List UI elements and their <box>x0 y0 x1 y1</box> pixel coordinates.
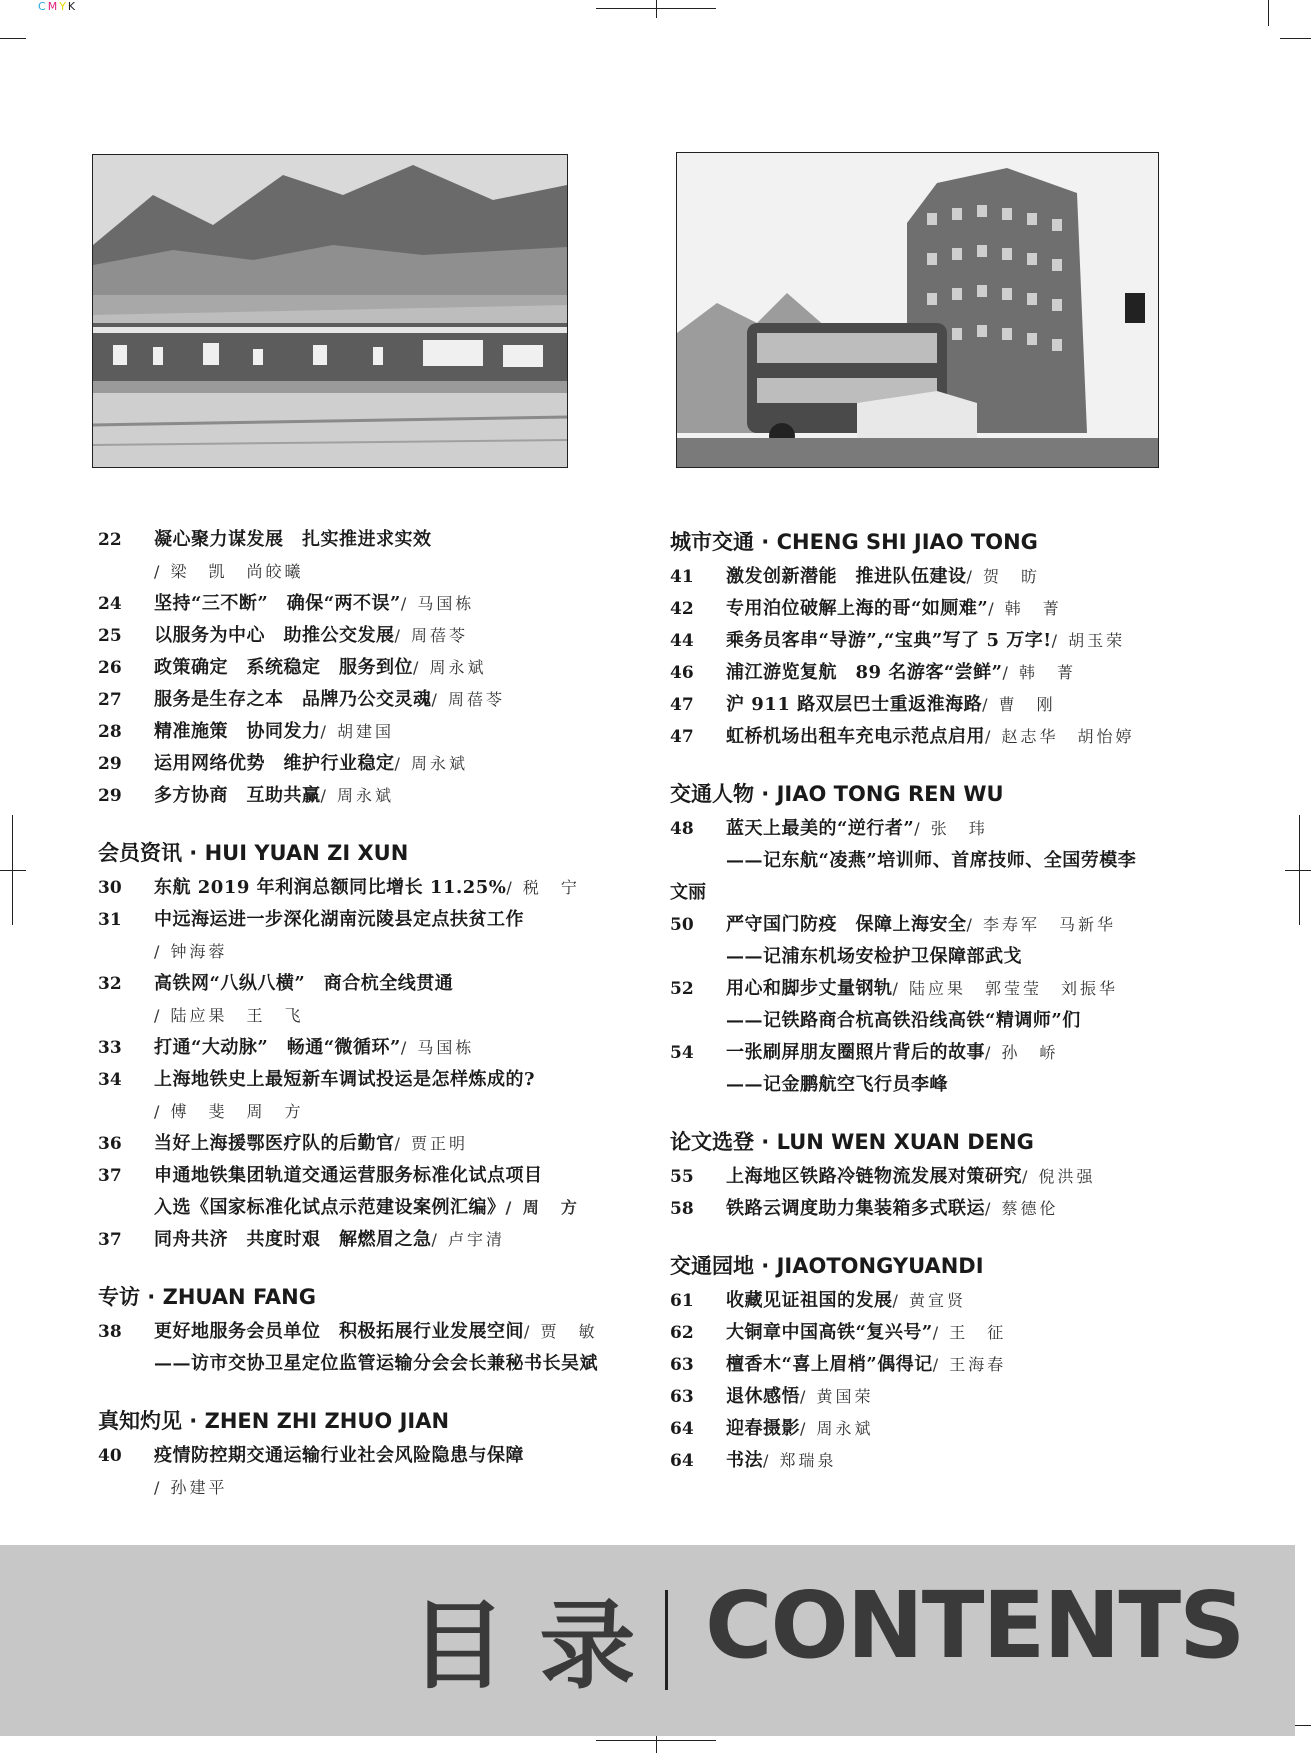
toc-entry[interactable]: 36 当好上海援鄂医疗队的后勤官/ 贾正明 <box>98 1133 468 1154</box>
section-title: 交通园地 · JIAOTONGYUANDI <box>670 1254 984 1278</box>
toc-section-member-news <box>98 838 628 1256</box>
toc-entry[interactable]: 22 凝心聚力谋发展 扎实推进求实效 / 梁 凯 尚皎曦 <box>98 529 432 581</box>
toc-entry[interactable]: 42 专用泊位破解上海的哥“如厕难”/ 韩 菁 <box>670 598 1062 619</box>
toc-section-leaders <box>98 524 628 812</box>
banner-divider <box>665 1590 668 1690</box>
toc-section-interview <box>98 1282 628 1380</box>
toc-entry[interactable]: 25 以服务为中心 助推公交发展/ 周蓓苓 <box>98 625 468 646</box>
toc-entry[interactable]: 26 政策确定 系统稳定 服务到位/ 周永斌 <box>98 657 487 678</box>
toc-entry[interactable]: 55 上海地区铁路冷链物流发展对策研究/ 倪洪强 <box>670 1166 1096 1187</box>
toc-entry[interactable]: 54 一张刷屏朋友圈照片背后的故事/ 孙 峤 ——记金鹏航空飞行员李峰 <box>670 1042 1059 1095</box>
toc-section-papers <box>670 1127 1190 1225</box>
toc-entry[interactable]: 29 运用网络优势 维护行业稳定/ 周永斌 <box>98 753 468 774</box>
toc-section-urban-transport <box>670 527 1190 753</box>
toc-entry[interactable]: 61 收藏见证祖国的发展/ 黄宣贤 <box>670 1290 966 1311</box>
section-title: 城市交通 · CHENG SHI JIAO TONG <box>670 530 1038 554</box>
toc-entry[interactable]: 63 檀香木“喜上眉梢”偶得记/ 王海春 <box>670 1354 1007 1375</box>
toc-entry[interactable]: 64 迎春摄影/ 周永斌 <box>670 1418 874 1439</box>
banner-title-en: CONTENTS <box>705 1572 1244 1679</box>
toc-entry[interactable]: 33 打通“大动脉” 畅通“微循环”/ 马国栋 <box>98 1037 475 1058</box>
section-title: 真知灼见 · ZHEN ZHI ZHUO JIAN <box>98 1409 450 1433</box>
toc-entry[interactable]: 38 更好地服务会员单位 积极拓展行业发展空间/ 贾 敏 ——访市交协卫星定位监管运输分会会长兼秘书长吴斌 <box>98 1321 598 1374</box>
toc-entry[interactable]: 52 用心和脚步丈量钢轨/ 陆应果 郭莹莹 刘振华 ——记铁路商合杭高铁沿线高铁“精调师”们 <box>670 978 1118 1031</box>
toc-section-people <box>670 779 1190 1101</box>
toc-entry[interactable]: 44 乘务员客串“导游”,“宝典”写了 5 万字!/ 胡玉荣 <box>670 630 1126 651</box>
toc-entry[interactable]: 24 坚持“三不断” 确保“两不误”/ 马国栋 <box>98 593 475 614</box>
toc-entry[interactable]: 48 蓝天上最美的“逆行者”/ 张 玮 ——记东航“凌燕”培训师、首席技师、全国劳模李 文丽 <box>670 818 1137 903</box>
toc-entry[interactable]: 47 虹桥机场出租车充电示范点启用/ 赵志华 胡怡婷 <box>670 726 1135 747</box>
toc-entry[interactable]: 28 精准施策 协同发力/ 胡建国 <box>98 721 394 742</box>
toc-entry[interactable]: 37 申通地铁集团轨道交通运营服务标准化试点项目 入选《国家标准化试点示范建设案例汇编》/ 周 方 <box>98 1165 580 1218</box>
photo-railway-construction <box>92 154 568 468</box>
toc-entry[interactable]: 58 铁路云调度助力集装箱多式联运/ 蔡德伦 <box>670 1198 1059 1219</box>
section-title: 交通人物 · JIAO TONG REN WU <box>670 782 1004 806</box>
photo-double-decker-bus <box>676 152 1159 468</box>
toc-entry[interactable]: 46 浦江游览复航 89 名游客“尝鲜”/ 韩 菁 <box>670 662 1077 683</box>
section-title: 会员资讯 · HUI YUAN ZI XUN <box>98 841 409 865</box>
section-title: 论文选登 · LUN WEN XUAN DENG <box>670 1130 1034 1154</box>
toc-entry[interactable]: 32 高铁网“八纵八横” 商合杭全线贯通 / 陆应果 王 飞 <box>98 973 454 1025</box>
toc-entry[interactable]: 29 多方协商 互助共赢/ 周永斌 <box>98 785 394 806</box>
toc-entry[interactable]: 34 上海地铁史上最短新车调试投运是怎样炼成的? / 傅 斐 周 方 <box>98 1069 536 1121</box>
toc-entry[interactable]: 30 东航 2019 年利润总额同比增长 11.25%/ 税 宁 <box>98 877 580 898</box>
toc-section-garden <box>670 1251 1190 1477</box>
toc-left-column <box>98 524 628 1530</box>
toc-entry[interactable]: 47 沪 911 路双层巴士重返淮海路/ 曹 刚 <box>670 694 1056 715</box>
toc-entry[interactable]: 63 退休感悟/ 黄国荣 <box>670 1386 874 1407</box>
toc-entry[interactable]: 64 书法/ 郑瑞泉 <box>670 1450 837 1471</box>
toc-entry[interactable]: 50 严守国门防疫 保障上海安全/ 李寿军 马新华 ——记浦东机场安检护卫保障部武戈 <box>670 914 1116 967</box>
toc-entry[interactable]: 62 大铜章中国高铁“复兴号”/ 王 征 <box>670 1322 1007 1343</box>
cmyk-color-bar: CMYK <box>38 0 78 13</box>
toc-entry[interactable]: 40 疫情防控期交通运输行业社会风险隐患与保障 / 孙建平 <box>98 1445 524 1497</box>
toc-entry[interactable]: 27 服务是生存之本 品牌乃公交灵魂/ 周蓓苓 <box>98 689 505 710</box>
toc-entry[interactable]: 37 同舟共济 共度时艰 解燃眉之急/ 卢宇清 <box>98 1229 505 1250</box>
toc-section-insights <box>98 1406 628 1504</box>
banner-title-cn: 目 录 <box>410 1590 636 1702</box>
section-title: 专访 · ZHUAN FANG <box>98 1285 316 1309</box>
toc-entry[interactable]: 41 激发创新潜能 推进队伍建设/ 贺 昉 <box>670 566 1040 587</box>
toc-entry[interactable]: 31 中远海运进一步深化湖南沅陵县定点扶贫工作 / 钟海蓉 <box>98 909 524 961</box>
toc-right-column <box>670 527 1190 1503</box>
